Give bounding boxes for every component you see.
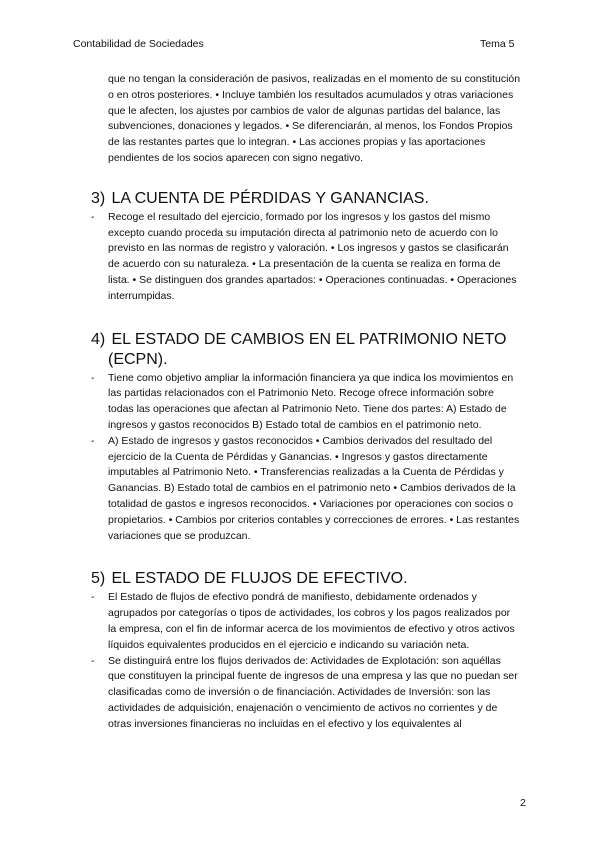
continuation-paragraph: que no tengan la consideración de pasivos, realizadas en el momento de su constitución o en otros posteriores. • Incluye también los resultados acumulados y otras variaciones que le afecten, los ajustes por cambios de valor de algunas partidas del balance, las subvenciones, donaciones y legados. • Se diferenciarán, al menos, los Fondos Propios de las restantes partes que lo integran. • Las acciones propias y las aportaciones pendientes de los socios aparecen con signo negativo. — [108, 73, 521, 164]
bullet-dash: - — [91, 210, 95, 223]
list-item — [91, 434, 521, 545]
section-number: 4) — [91, 330, 106, 348]
bullet-dash: - — [91, 434, 95, 447]
list-item-text: Recoge el resultado del ejercicio, formado por los ingresos y los gastos del mismo excepto cuando proceda su imputación directa al patrimonio neto de acuerdo con lo previsto en las normas de registro y valoración. • Los ingresos y gastos se clasificarán de acuerdo con su naturaleza. • La presentación de la cuenta se realiza en forma de lista. • Se distinguen dos grandes apartados: • Operaciones continuadas. • Operaciones interrumpidas. — [108, 210, 517, 302]
list-item — [91, 371, 521, 434]
list-item — [91, 590, 521, 653]
section-title-continuation: (ECPN). — [108, 350, 168, 368]
section-cuenta-perdidas-ganancias — [91, 189, 521, 305]
section-estado-flujos-efectivo — [91, 569, 521, 732]
list-item-text: Se distinguirá entre los flujos derivados de: Actividades de Explotación: son aquéllas que constituyen la principal fuente de ingresos de una empresa y las que no puedan ser clasificadas como de inversión o de financiación. Actividades de Inversión: son las actividades de adquisición, enajenación o vencimiento de activos no corrientes y de otras inversiones financieras no incluidas en el efectivo y los equivalentes al — [108, 654, 518, 730]
page-header-right: Tema 5 — [480, 38, 515, 50]
section-heading — [91, 569, 521, 589]
bullet-list — [91, 210, 521, 305]
section-title: EL ESTADO DE FLUJOS DE EFECTIVO. — [111, 570, 408, 588]
page-number: 2 — [520, 797, 526, 809]
section-title: LA CUENTA DE PÉRDIDAS Y GANANCIAS. — [111, 189, 429, 207]
list-item — [91, 210, 521, 305]
list-item-text: A) Estado de ingresos y gastos reconocidos • Cambios derivados del resultado del ejercicio de la Cuenta de Pérdidas y Ganancias. • Ingresos y gastos directamente imputables al Patrimonio Neto. • Transferencias realizadas a la Cuenta de Pérdidas y Ganancias. B) Estado total de cambios en el patrimonio neto • Cambios derivados de la totalidad de gastos e ingresos reconocidos. • Variaciones por operaciones con socios o propietarios. • Cambios por criterios contables y correcciones de errores. • Las restantes variaciones que se produzcan. — [108, 434, 520, 542]
list-item-text: Tiene como objetivo ampliar la información financiera ya que indica los movimientos en las partidas relacionados con el Patrimonio Neto. Recoge ofrece información sobre todas las operaciones que afectan al Patrimonio Neto. Tiene dos partes: A) Estado de ingresos y gastos reconocidos B) Estado total de cambios en el patrimonio neto. — [108, 371, 514, 431]
bullet-list — [91, 371, 521, 545]
page-header-left: Contabilidad de Sociedades — [73, 38, 204, 50]
section-estado-cambios-patrimonio — [91, 330, 521, 545]
document-body — [91, 72, 521, 733]
section-title: EL ESTADO DE CAMBIOS EN EL PATRIMONIO NETO — [111, 330, 507, 348]
list-item-text: El Estado de flujos de efectivo pondrá de manifiesto, debidamente ordenados y agrupados por categorías o tipos de actividades, los cobros y los pagos realizados por la empresa, con el fin de informar acerca de los movimientos de efectivo y otros activos líquidos equivalentes producidos en el ejercicio e indicando su variación neta. — [108, 591, 515, 651]
bullet-list — [91, 590, 521, 732]
list-item — [91, 654, 521, 733]
section-heading — [91, 189, 521, 209]
bullet-dash: - — [91, 591, 95, 604]
section-number: 3) — [91, 189, 106, 207]
bullet-dash: - — [91, 371, 95, 384]
section-number: 5) — [91, 570, 106, 588]
section-heading — [91, 330, 521, 370]
bullet-dash: - — [91, 654, 95, 667]
